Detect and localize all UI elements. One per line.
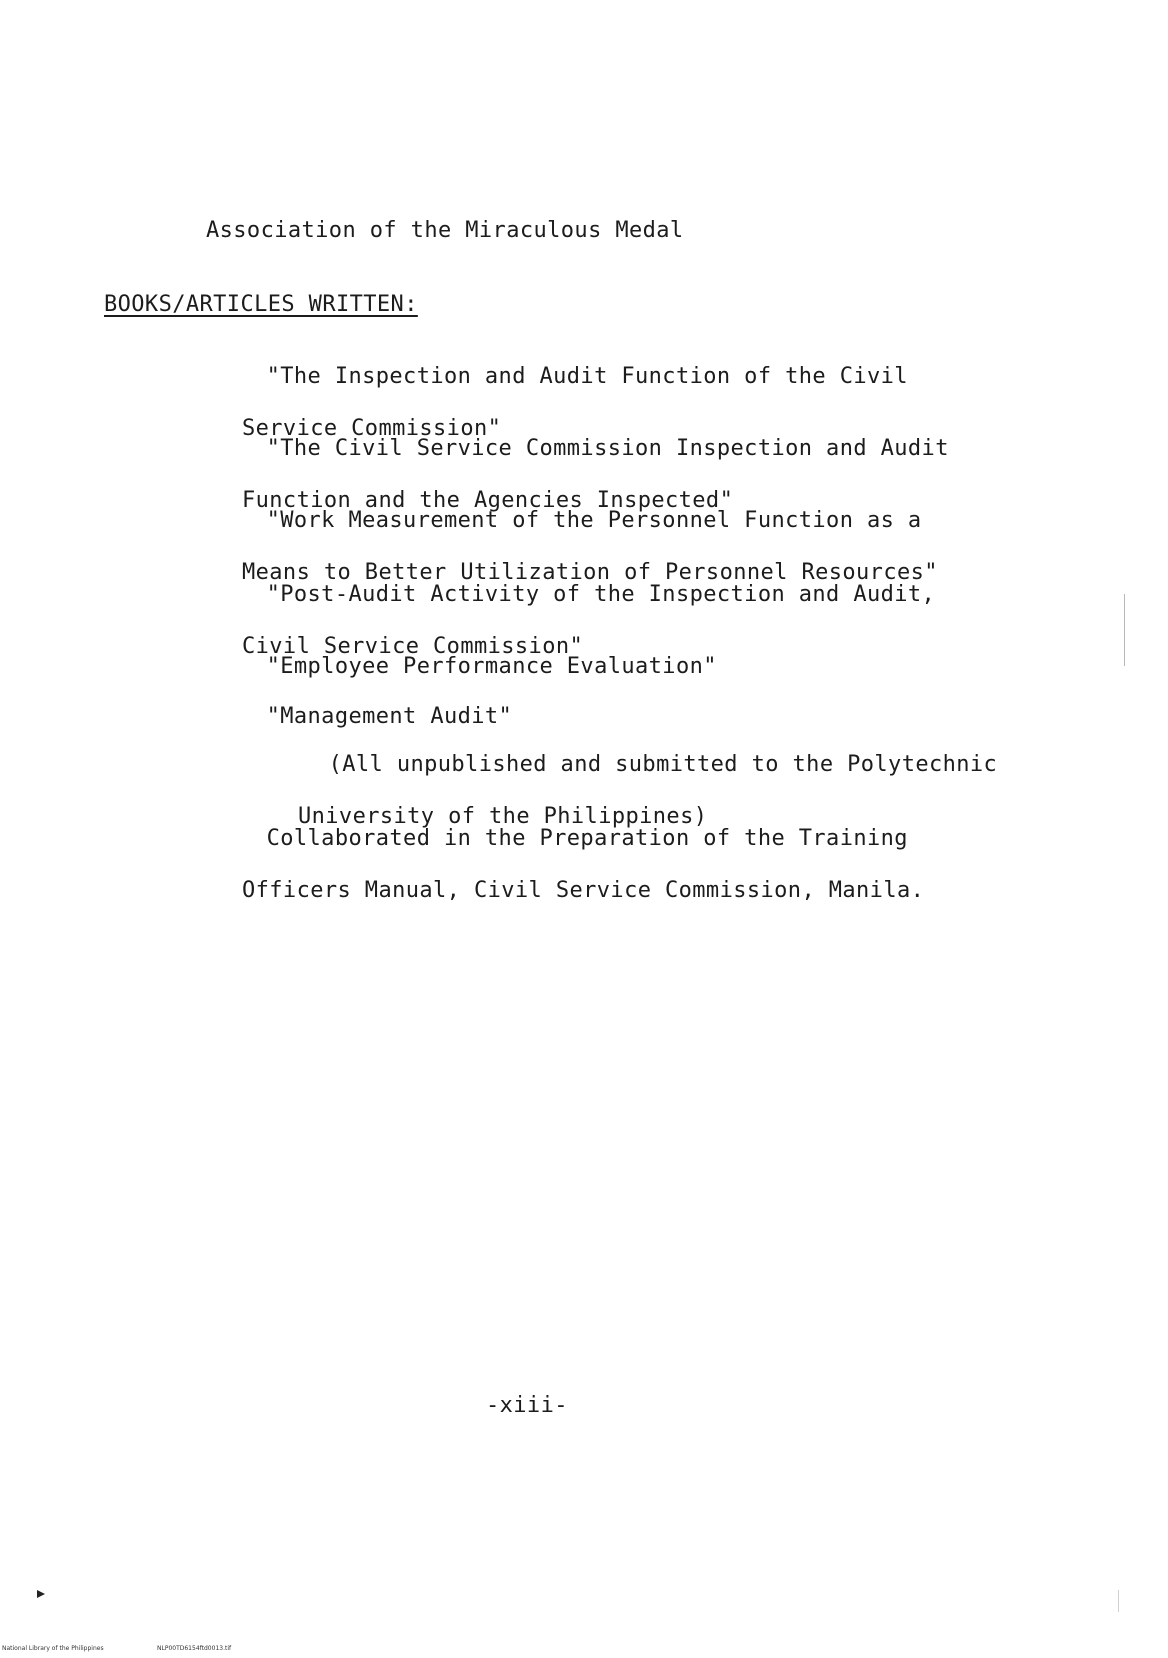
library-footer: National Library of the Philippines [2, 1645, 104, 1652]
entry-line: "The Civil Service Commission Inspection and Audit [266, 436, 949, 461]
entry-line: "Employee Performance Evaluation" [266, 654, 717, 679]
entry-line-continued: Civil Service Commission" [242, 634, 584, 659]
entry-line: "Management Audit" [266, 704, 513, 729]
scan-edge-mark [1118, 1590, 1119, 1612]
entry-line: "The Inspection and Audit Function of the Civil [266, 364, 908, 389]
entry-line: "Post-Audit Activity of the Inspection and Audit, [266, 582, 936, 607]
affiliation-text: Association of the Miraculous Medal [206, 218, 684, 243]
collaboration-text [212, 800, 924, 956]
section-heading: BOOKS/ARTICLES WRITTEN: [104, 292, 418, 317]
entry-line: "Work Measurement of the Personnel Function as a [266, 508, 922, 533]
entry-line-continued: Service Commission" [242, 416, 502, 441]
note-line: (All unpublished and submitted to the Polytechnic [328, 752, 998, 777]
file-name-footer: NLP00TD6154ftd0013.tif [157, 1645, 232, 1652]
entry-line-continued: Function and the Agencies Inspected" [242, 488, 734, 513]
arrow-right-icon [37, 1590, 45, 1598]
page-number: -xiii- [486, 1393, 568, 1418]
collaboration-line-continued: Officers Manual, Civil Service Commission, Manila. [242, 878, 925, 903]
entry-line-continued: Means to Better Utilization of Personnel Resources" [242, 560, 938, 585]
collaboration-line: Collaborated in the Preparation of the Training [266, 826, 908, 851]
note-line-continued: University of the Philippines) [298, 804, 708, 829]
scan-artifact-line [1124, 594, 1125, 666]
